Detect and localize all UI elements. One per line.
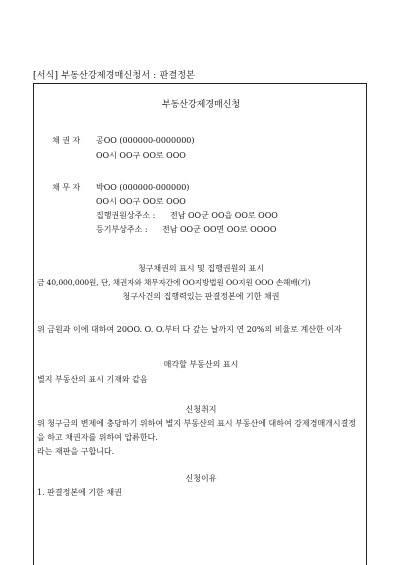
reason-title: 신청이유 bbox=[185, 474, 217, 483]
creditor-address: OO시 OO구 OO로 OOO bbox=[96, 151, 186, 160]
property-text: 별지 부동산의 표시 기재와 같음 bbox=[37, 375, 148, 384]
reason-item-1: 1. 판결정본에 기한 채권 bbox=[37, 488, 122, 497]
debtor-name-id: 박OO (000000-000000) bbox=[96, 183, 190, 192]
debtor-label: 채 무 자 bbox=[52, 183, 81, 192]
claim-line-2: 청구사건의 집행력있는 판결정본에 기한 채권 bbox=[122, 292, 280, 301]
document-title: 부동산강제경매신청 bbox=[161, 100, 241, 110]
interest-text: 위 금원과 이에 대하여 20OO. O. O.부터 다 갚는 날까지 연 20%의 비율로 계산한 이자 bbox=[37, 325, 342, 334]
exec-addr-label: 집행권원상주소 : bbox=[96, 211, 156, 220]
claim-title: 청구채권의 표시 및 집행권원의 표시 bbox=[137, 264, 265, 273]
exec-addr: 전남 OO군 OO읍 OO로 OOO bbox=[170, 211, 278, 220]
form-header: [서식] 부동산강제경매신청서 : 판결정본 bbox=[33, 71, 196, 81]
creditor-label: 채 권 자 bbox=[52, 136, 81, 145]
reg-addr: 전남 OO군 OO면 OO로 OOOO bbox=[162, 225, 277, 234]
purpose-end: 라는 재판을 구합니다. bbox=[37, 447, 115, 456]
debtor-address: OO시 OO구 OO로 OOO bbox=[96, 197, 186, 206]
document-box bbox=[33, 83, 367, 565]
creditor-name-id: 공OO (000000-0000000) bbox=[96, 136, 195, 145]
purpose-text: 위 청구금의 변제에 충당하기 위하여 별지 부동산의 표시 부동산에 대하여 강제경매개시결정을 하고 채권자를 위하여 압류한다. bbox=[37, 419, 357, 442]
purpose-title: 신청취지 bbox=[185, 405, 217, 414]
property-title: 매각할 부동산의 표시 bbox=[163, 360, 239, 369]
claim-line-1: 금 40,000,000원, 단, 채권자와 채무자간에 OO지방법원 OO지원 OOO 손해배(기) bbox=[37, 278, 311, 287]
reg-addr-label: 등기부상주소 : bbox=[96, 225, 148, 234]
